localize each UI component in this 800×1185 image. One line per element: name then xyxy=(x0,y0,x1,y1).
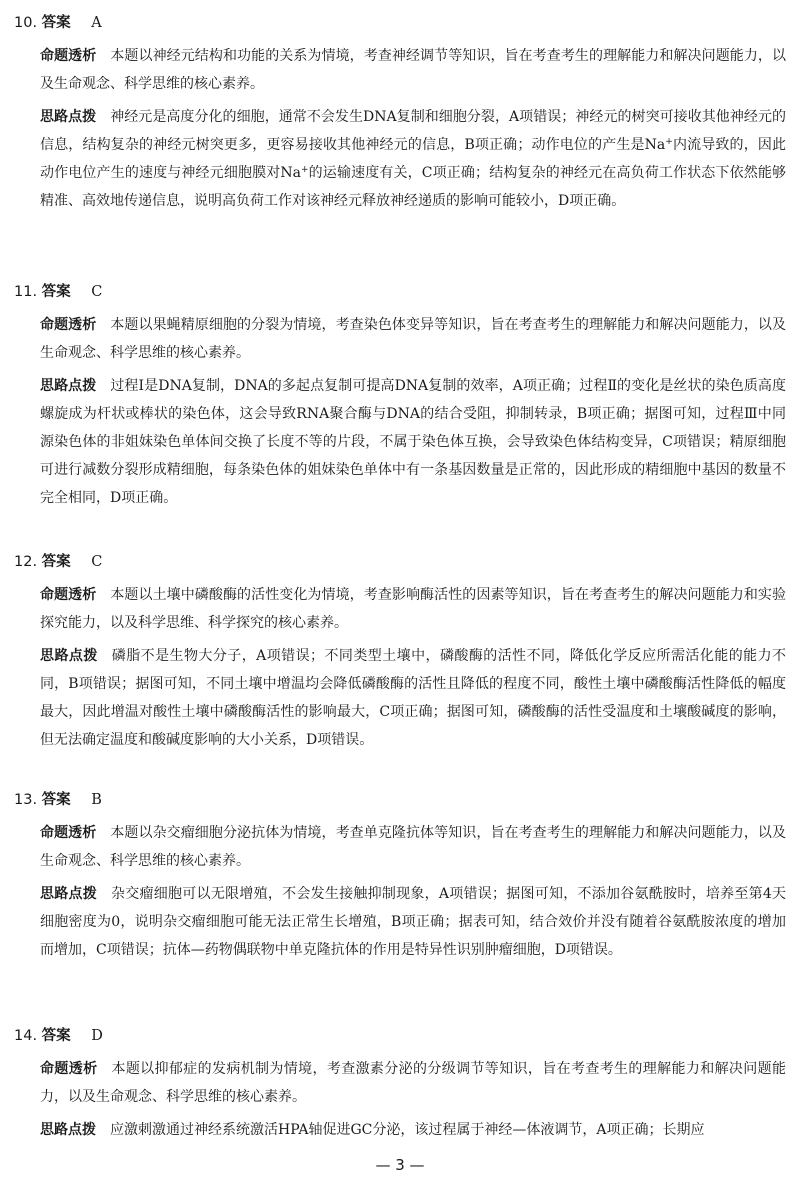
analysis-paragraph xyxy=(40,42,786,98)
answer-value: C xyxy=(91,554,103,570)
analysis-text: 本题以土壤中磷酸酶的活性变化为情境，考查影响酶活性的因素等知识，旨在考查考生的解决问题能力和实验探究能力，以及科学思维、科学探究的核心素养。 xyxy=(40,587,787,631)
superscript-plus: + xyxy=(300,165,309,175)
hint-text: 杂交瘤细胞可以无限增殖，不会发生接触抑制现象，A项错误；据图可知，不添加谷氨酰胺时，培养至第4天细胞密度为0，说明杂交瘤细胞可能无法正常生长增殖，B项正确；据表可知，结合效价并没有随着谷氨酰胺浓度的增加而增加，C项错误；抗体—药物偶联物中单克隆抗体的作用是特异性识别肿瘤细胞，D项错误。 xyxy=(40,886,787,958)
hint-label: 思路点拨 xyxy=(40,109,97,125)
answer-line xyxy=(14,1023,786,1049)
question-13 xyxy=(14,787,786,964)
analysis-text: 本题以杂交瘤细胞分泌抗体为情境，考查单克隆抗体等知识，旨在考查考生的理解能力和解决问题能力，以及生命观念、科学思维的核心素养。 xyxy=(40,825,787,869)
question-number: 11. xyxy=(14,284,38,300)
answer-value: C xyxy=(91,284,103,300)
answer-label: 答案 xyxy=(41,554,71,570)
analysis-paragraph xyxy=(40,1055,786,1111)
question-10 xyxy=(14,10,786,215)
analysis-text: 本题以果蝇精原细胞的分裂为情境，考查染色体变异等知识，旨在考查考生的理解能力和解决问题能力，以及生命观念、科学思维的核心素养。 xyxy=(40,317,787,361)
question-number: 13. xyxy=(14,792,38,808)
answer-value: B xyxy=(91,792,102,808)
analysis-label: 命题透析 xyxy=(40,317,97,333)
hint-paragraph xyxy=(40,372,786,512)
hint-label: 思路点拨 xyxy=(40,378,97,394)
analysis-label: 命题透析 xyxy=(40,1061,98,1077)
hint-paragraph xyxy=(40,880,786,964)
hint-paragraph xyxy=(40,1116,786,1144)
answer-value: D xyxy=(91,1028,103,1044)
question-number: 10. xyxy=(14,15,38,31)
hint-label: 思路点拨 xyxy=(40,1122,96,1138)
hint-text-part-2: 内流导致的，因此动作电位产生的速度与神经元细胞膜对Na xyxy=(40,137,786,181)
hint-text-part-3: 的运输速度有关，C项正确；结构复杂的神经元在高负荷工作状态下依然能够精准、高效地传递信息，说明高负荷工作对该神经元释放神经递质的影响可能较小，D项正确。 xyxy=(40,165,786,209)
superscript-plus: + xyxy=(665,137,673,147)
analysis-label: 命题透析 xyxy=(40,825,97,841)
answer-value: A xyxy=(91,15,102,31)
analysis-paragraph xyxy=(40,581,786,637)
hint-text: 过程Ⅰ是DNA复制，DNA的多起点复制可提高DNA复制的效率，A项正确；过程Ⅱ的变化是丝状的染色质高度螺旋成为杆状或棒状的染色体，这会导致RNA聚合酶与DNA的结合受阻，抑制转录，B项正确；据图可知，过程Ⅲ中同源染色体的非姐妹染色单体间交换了长度不等的片段，不属于染色体互换，会导致染色体结构变异，C项错误；精原细胞可进行减数分裂形成精细胞，每条染色体的姐妹染色单体中有一条基因数量是正常的，因此形成的精细胞中基因的数量不完全相同，D项正确。 xyxy=(40,378,786,506)
analysis-paragraph xyxy=(40,311,786,367)
question-number: 14. xyxy=(14,1028,38,1044)
answer-line xyxy=(14,10,786,36)
answer-label: 答案 xyxy=(41,792,71,808)
answer-label: 答案 xyxy=(41,284,71,300)
hint-paragraph xyxy=(40,103,786,215)
question-number: 12. xyxy=(14,554,38,570)
hint-paragraph xyxy=(40,642,786,754)
question-11 xyxy=(14,279,786,512)
hint-label: 思路点拨 xyxy=(40,886,98,902)
hint-text: 应激刺激通过神经系统激活HPA轴促进GC分泌，该过程属于神经—体液调节，A项正确；长期应 xyxy=(110,1122,705,1138)
analysis-text: 本题以抑郁症的发病机制为情境，考查激素分泌的分级调节等知识，旨在考查考生的理解能力和解决问题能力，以及生命观念、科学思维的核心素养。 xyxy=(40,1061,787,1105)
answer-label: 答案 xyxy=(41,15,71,31)
answer-line xyxy=(14,279,786,305)
answer-label: 答案 xyxy=(41,1028,71,1044)
page-number: — 3 — xyxy=(375,1156,425,1174)
analysis-label: 命题透析 xyxy=(40,48,97,64)
analysis-text: 本题以神经元结构和功能的关系为情境，考查神经调节等知识，旨在考查考生的理解能力和解决问题能力，以及生命观念、科学思维的核心素养。 xyxy=(40,48,787,92)
question-12 xyxy=(14,549,786,754)
analysis-label: 命题透析 xyxy=(40,587,97,603)
hint-text: 磷脂不是生物大分子，A项错误；不同类型土壤中，磷酸酶的活性不同，降低化学反应所需活化能的能力不同，B项错误；据图可知，不同土壤中增温均会降低磷酸酶的活性且降低的程度不同，酸性土壤中磷酸酶活性降低的幅度最大，因此增温对酸性土壤中磷酸酶活性的影响最大，C项正确；据图可知，磷酸酶的活性受温度和土壤酸碱度的影响，但无法确定温度和酸碱度影响的大小关系，D项错误。 xyxy=(40,648,787,748)
hint-label: 思路点拨 xyxy=(40,648,98,664)
question-14 xyxy=(14,1023,786,1144)
analysis-paragraph xyxy=(40,819,786,875)
hint-text-part-1: 神经元是高度分化的细胞，通常不会发生DNA复制和细胞分裂，A项错误；神经元的树突可接收其他神经元的信息，结构复杂的神经元树突更多，更容易接收其他神经元的信息，B项正确；动作电位的产生是Na xyxy=(40,109,786,153)
answer-line xyxy=(14,787,786,813)
answer-line xyxy=(14,549,786,575)
